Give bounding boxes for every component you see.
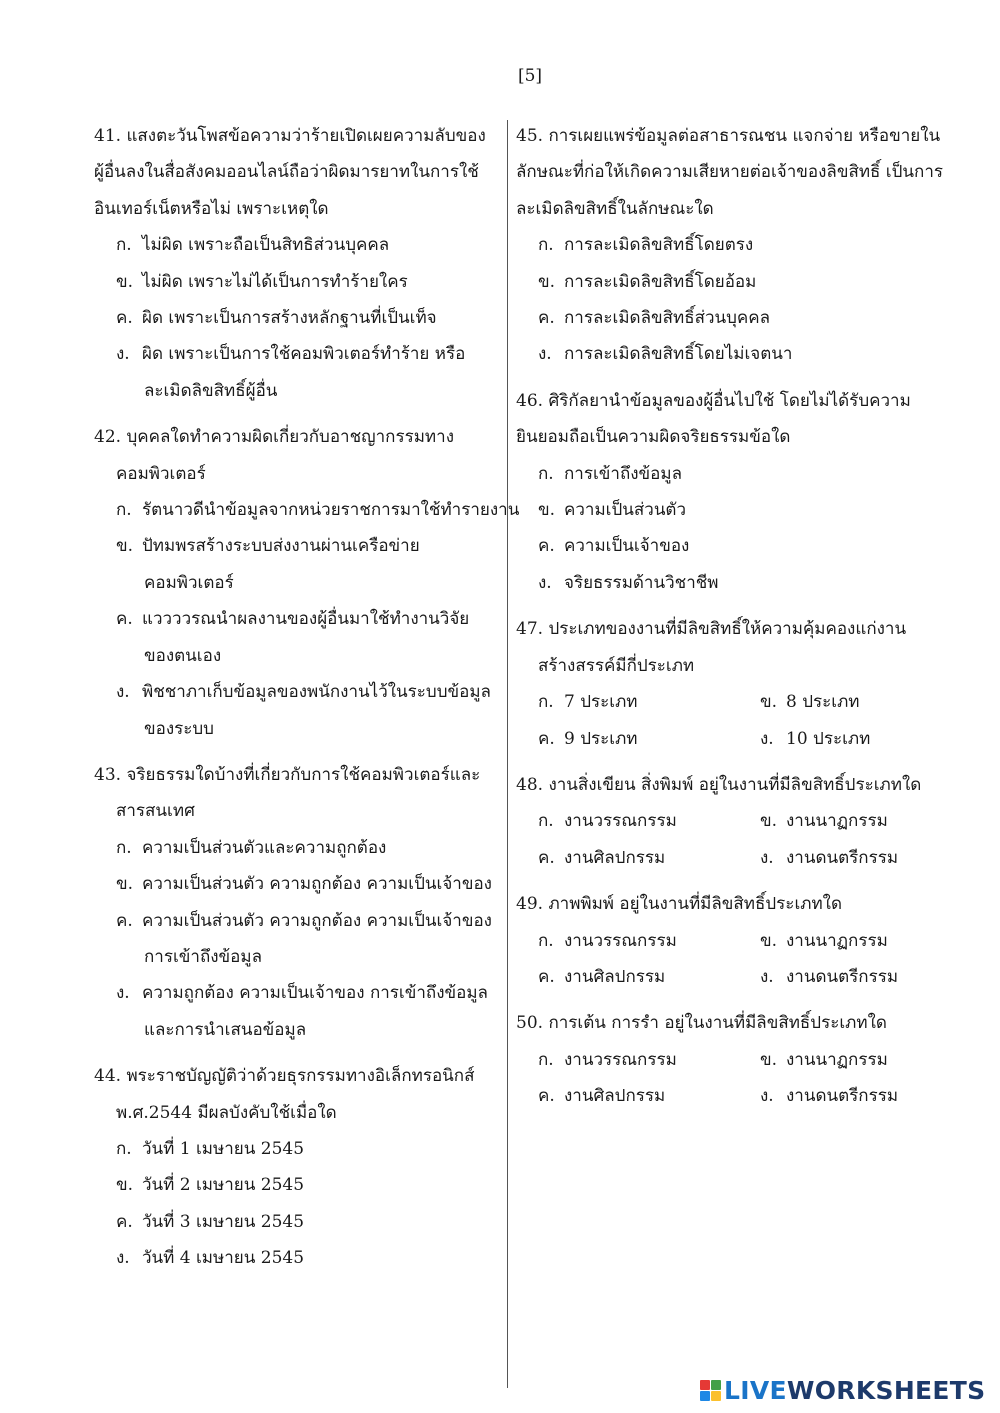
question-43 [94,757,504,1048]
stem-line: สารสนเทศ [116,801,195,822]
option-text: งานนาฏกรรม [786,1049,888,1070]
option-c[interactable] [538,840,760,876]
option-text: ผิด เพราะเป็นการสร้างหลักฐานที่เป็นเท็จ [142,308,437,329]
question-stem [94,1058,504,1131]
option-label: ก. [538,811,554,832]
options-grid [516,923,940,996]
option-d[interactable] [760,959,960,995]
option-label: ก. [116,837,132,858]
question-stem [516,1005,940,1041]
option-text-continued: และการนำเสนอข้อมูล [144,1019,307,1040]
option-label: ก. [538,463,554,484]
stem-line: คอมพิวเตอร์ [116,463,206,484]
option-text: ความเป็นเจ้าของ [564,536,690,557]
option-text-wrap [142,975,488,1048]
option-b[interactable] [94,866,504,902]
option-text: 8 ประเภท [786,692,860,713]
badge-square [700,1391,710,1401]
question-45 [516,118,944,373]
question-stem [94,419,504,492]
option-text: งานศิลปกรรม [564,966,666,987]
option-text: งานศิลปกรรม [564,847,666,868]
option-text: 7 ประเภท [564,692,638,713]
option-d[interactable] [94,1240,504,1276]
option-text: งานนาฏกรรม [786,930,888,951]
option-text-wrap [142,601,469,674]
option-a[interactable] [94,227,504,263]
option-text-continued: ละเมิดลิขสิทธิ์ผู้อื่น [144,380,278,401]
option-c[interactable] [94,903,504,976]
stem-line: สร้างสรรค์มีกี่ประเภท [538,655,695,676]
option-label: ค. [538,308,555,329]
option-text-continued: คอมพิวเตอร์ [144,572,234,593]
option-b[interactable] [94,1167,504,1203]
question-41 [94,118,504,409]
option-label: ง. [116,1248,130,1269]
option-text: การเข้าถึงข้อมูล [564,463,682,484]
stem-line: ลักษณะที่ก่อให้เกิดความเสียหายต่อเจ้าของลิขสิทธิ์ เป็นการ [516,162,944,183]
option-label: ข. [760,692,778,713]
liveworksheets-badge-icon [700,1380,721,1401]
option-text: ความเป็นส่วนตัว ความถูกต้อง ความเป็นเจ้าของ [142,874,492,895]
question-49 [516,886,940,995]
option-text: งานนาฏกรรม [786,811,888,832]
option-text: การละเมิดลิขสิทธิ์โดยอ้อม [564,271,757,292]
option-b[interactable] [516,264,940,300]
option-text-continued: ของตนเอง [144,645,222,666]
question-stem [94,757,504,830]
option-a[interactable] [516,227,940,263]
option-text: การละเมิดลิขสิทธิ์ส่วนบุคคล [564,308,771,329]
question-stem [516,767,940,803]
option-label: ก. [116,235,132,256]
option-text: งานดนตรีกรรม [786,847,899,868]
option-b[interactable] [760,923,960,959]
option-c[interactable] [516,300,940,336]
option-c[interactable] [94,1204,504,1240]
option-label: ข. [116,536,134,557]
option-text: งานศิลปกรรม [564,1086,666,1107]
option-label: ง. [116,682,130,703]
options-grid [516,1042,940,1115]
option-d[interactable] [760,1078,960,1114]
option-c[interactable] [538,959,760,995]
option-b[interactable] [760,684,960,720]
option-label: ข. [538,500,556,521]
option-label: ค. [538,1086,555,1107]
option-label: ง. [760,1086,774,1107]
option-a[interactable] [538,923,760,959]
option-text: งานดนตรีกรรม [786,1086,899,1107]
stem-line: 48. งานสิ่งเขียน สิ่งพิมพ์ อยู่ในงานที่มีลิขสิทธิ์ประเภทใด [516,774,922,795]
option-text: การละเมิดลิขสิทธิ์โดยไม่เจตนา [564,344,793,365]
option-text: ปัทมพรสร้างระบบส่งงานผ่านเครือข่าย [142,536,420,557]
stem-line: 49. ภาพพิมพ์ อยู่ในงานที่มีลิขสิทธิ์ประเภทใด [516,894,843,915]
option-text: แววววรณนำผลงานของผู้อื่นมาใช้ทำงานวิจัย [142,609,470,630]
badge-square [711,1391,721,1401]
option-c[interactable] [94,300,504,336]
question-stem [94,118,504,227]
options-grid [516,803,940,876]
option-label: ข. [760,811,778,832]
question-44 [94,1058,504,1276]
option-d[interactable] [516,336,940,372]
stem-line: 47. ประเภทของงานที่มีลิขสิทธิ์ให้ความคุ้มคองแก่งาน [516,619,907,640]
option-text: วันที่ 1 เมษายน 2545 [142,1138,305,1159]
option-text-wrap [142,674,491,747]
option-label: ก. [538,930,554,951]
option-label: ก. [538,692,554,713]
option-text: 10 ประเภท [786,728,871,749]
option-text: รัตนาวดีนำข้อมูลจากหน่วยราชการมาใช้ทำรายงาน [142,500,520,521]
option-label: ง. [760,966,774,987]
logo-text-worksheets: WORKSHEETS [786,1376,986,1405]
option-label: ข. [116,874,134,895]
option-label: ง. [760,847,774,868]
option-text: ความเป็นส่วนตัว ความถูกต้อง ความเป็นเจ้าของ [142,910,492,931]
option-label: ค. [538,536,555,557]
option-text: การละเมิดลิขสิทธิ์โดยตรง [564,235,754,256]
option-text: ความถูกต้อง ความเป็นเจ้าของ การเข้าถึงข้อมูล [142,983,488,1004]
option-b[interactable] [760,1042,960,1078]
option-d[interactable] [94,674,504,747]
option-d[interactable] [760,840,960,876]
option-text-continued: การเข้าถึงข้อมูล [144,946,262,967]
option-label: ค. [116,910,133,931]
option-text-wrap [142,528,420,601]
option-text: งานวรรณกรรม [564,811,677,832]
option-a[interactable] [538,684,760,720]
option-label: ข. [116,1175,134,1196]
stem-line: พ.ศ.2544 มีผลบังคับใช้เมื่อใด [116,1102,337,1123]
column-divider [507,120,508,1388]
option-label: ก. [538,235,554,256]
option-b[interactable] [760,803,960,839]
option-label: ง. [760,728,774,749]
stem-line: 45. การเผยแพร่ข้อมูลต่อสาธารณชน แจกจ่าย หรือขายใน [516,126,941,146]
stem-line: 50. การเต้น การรำ อยู่ในงานที่มีลิขสิทธิ์ประเภทใด [516,1013,887,1034]
option-label: ค. [116,308,133,329]
left-column [94,118,520,1287]
option-label: ง. [116,344,130,365]
question-50 [516,1005,940,1114]
option-label: ค. [538,966,555,987]
page-number: [5] [517,66,543,86]
option-text: วันที่ 2 เมษายน 2545 [142,1175,305,1196]
option-text: ผิด เพราะเป็นการใช้คอมพิวเตอร์ทำร้าย หรือ [142,344,466,365]
stem-line: 42. บุคคลใดทำความผิดเกี่ยวกับอาชญากรรมทาง [94,427,454,448]
question-stem [516,118,944,227]
option-label: ข. [116,271,134,292]
option-a[interactable] [538,1042,760,1078]
option-text-continued: ของระบบ [144,718,214,739]
option-c[interactable] [538,721,760,757]
option-label: ค. [538,728,555,749]
options-grid [516,684,940,757]
option-label: ข. [538,271,556,292]
option-label: ก. [116,1138,132,1159]
option-label: ง. [116,983,130,1004]
option-b[interactable] [516,492,940,528]
question-42 [94,419,520,747]
option-text: พิชชาภาเก็บข้อมูลของพนักงานไว้ในระบบข้อมูล [142,682,491,703]
option-a[interactable] [94,830,504,866]
stem-line: 43. จริยธรรมใดบ้างที่เกี่ยวกับการใช้คอมพิวเตอร์และ [94,764,481,785]
right-column [516,118,944,1125]
option-label: ค. [116,1211,133,1232]
option-label: ค. [538,847,555,868]
option-text: 9 ประเภท [564,728,638,749]
option-label: ง. [538,344,552,365]
option-a[interactable] [538,803,760,839]
badge-square [700,1380,710,1390]
option-text-wrap [142,903,492,976]
option-c[interactable] [94,601,504,674]
liveworksheets-logo[interactable] [700,1376,985,1405]
option-d[interactable] [516,565,940,601]
question-stem [516,383,940,456]
option-label: ข. [760,1049,778,1070]
option-label: ค. [116,609,133,630]
question-48 [516,767,940,876]
question-46 [516,383,940,601]
option-text: งานวรรณกรรม [564,930,677,951]
option-text: ความเป็นส่วนตัว [564,500,687,521]
stem-line: 44. พระราชบัญญัติว่าด้วยธุรกรรมทางอิเล็กทรอนิกส์ [94,1066,475,1087]
option-b[interactable] [94,264,504,300]
option-text: งานดนตรีกรรม [786,966,899,987]
option-label: ก. [116,500,132,521]
option-d[interactable] [94,336,504,409]
option-d[interactable] [94,975,504,1048]
option-text: วันที่ 4 เมษายน 2545 [142,1248,305,1269]
option-label: ง. [538,572,552,593]
stem-line: ละเมิดลิขสิทธิ์ในลักษณะใด [516,198,714,219]
option-text-wrap [142,336,465,409]
question-stem [516,611,940,684]
stem-line: อินเทอร์เน็ตหรือไม่ เพราะเหตุใด [94,198,329,219]
option-b[interactable] [94,528,504,601]
stem-line: ยินยอมถือเป็นความผิดจริยธรรมข้อใด [516,427,791,448]
option-text: ความเป็นส่วนตัวและความถูกต้อง [142,837,387,858]
option-d[interactable] [760,721,960,757]
option-label: ก. [538,1049,554,1070]
question-47 [516,611,940,757]
option-text: งานวรรณกรรม [564,1049,677,1070]
stem-line: 41. แสงตะวันโพสข้อความว่าร้ายเปิดเผยความลับของ [94,126,486,146]
question-stem [516,886,940,922]
stem-line: 46. ศิริกัลยานำข้อมูลของผู้อื่นไปใช้ โดยไม่ได้รับความ [516,390,911,411]
option-a[interactable] [94,492,520,528]
option-c[interactable] [516,528,940,564]
option-label: ข. [760,930,778,951]
option-c[interactable] [538,1078,760,1114]
option-text: จริยธรรมด้านวิชาชีพ [564,572,719,593]
logo-text-live: LIVE [724,1376,787,1405]
badge-square [711,1380,721,1390]
option-text: ไม่ผิด เพราะถือเป็นสิทธิส่วนบุคคล [142,235,390,256]
stem-line: ผู้อื่นลงในสื่อสังคมออนไลน์ถือว่าผิดมารยาทในการใช้ [94,162,479,183]
option-a[interactable] [94,1131,504,1167]
option-text: ไม่ผิด เพราะไม่ได้เป็นการทำร้ายใคร [142,271,408,292]
option-text: วันที่ 3 เมษายน 2545 [142,1211,305,1232]
option-a[interactable] [516,456,940,492]
